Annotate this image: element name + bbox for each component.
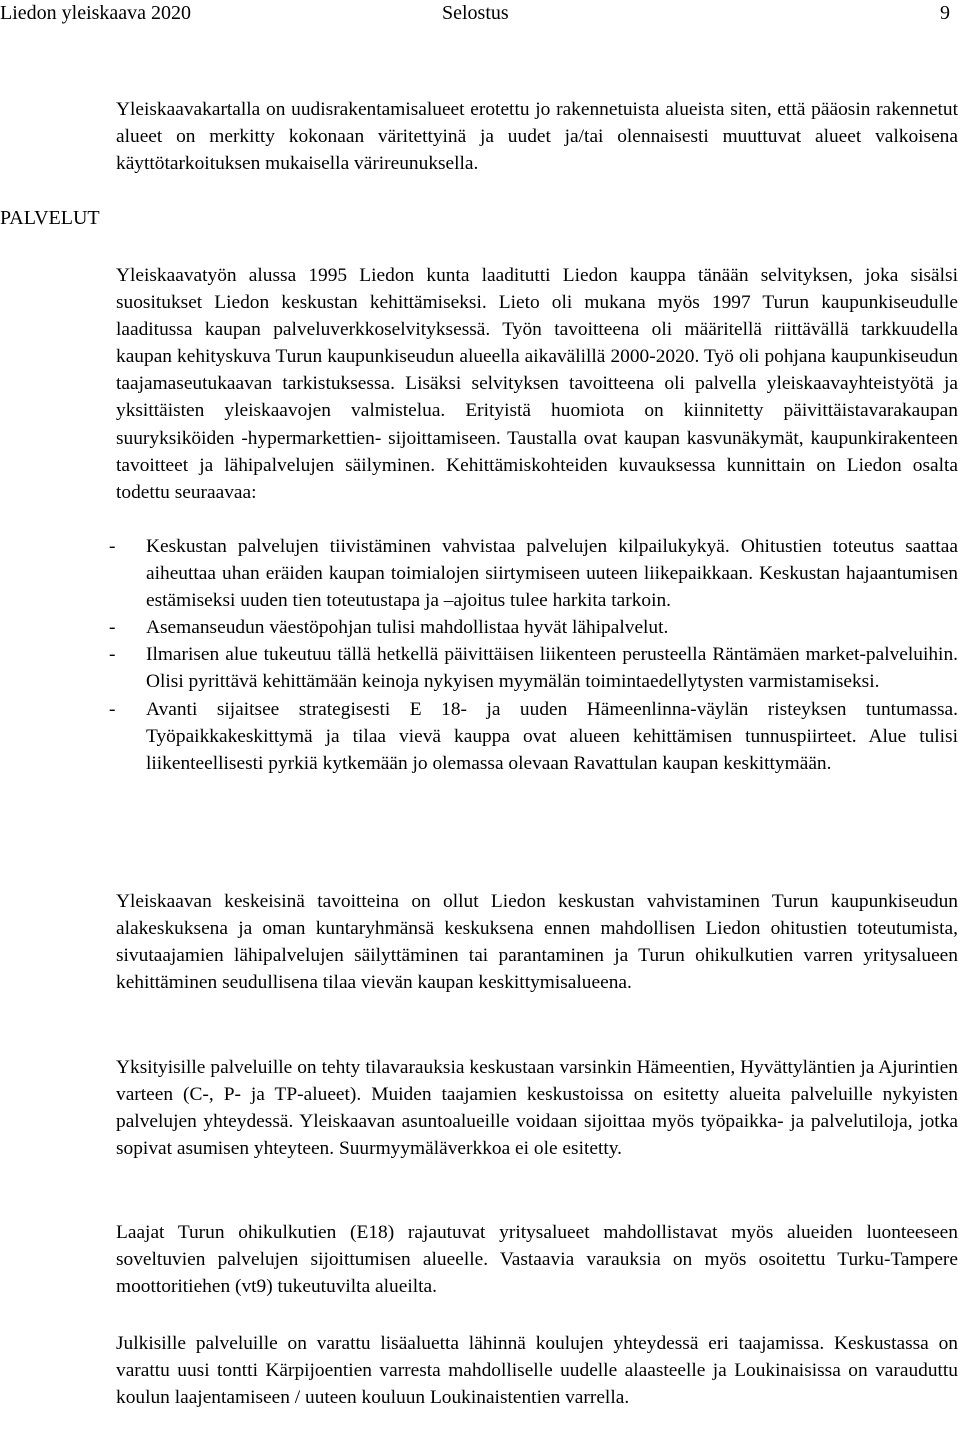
page-number: 9 bbox=[940, 2, 950, 24]
paragraph-julkiset-palvelut: Julkisille palveluille on varattu lisäaluetta lähinnä koulujen yhteydessä eri taajamissa. Keskustassa on varattu uusi tontti Kärpijoentien varresta mahdolliselle uudelle alaasteelle ja Loukinaisissa on varauduttu koulun laajentamiseen / uuteen kouluun Loukinaistentien varrella. bbox=[116, 1333, 958, 1409]
paragraph-keskeiset-tavoitteet: Yleiskaavan keskeisinä tavoitteina on ollut Liedon keskustan vahvistaminen Turun kaupunkiseudun alakeskuksena ja oman kuntaryhmänsä keskuksena ennen mahdollisen Liedon ohitustien toteutumista, sivutaajamien lähipalvelujen säilyttäminen tai parantaminen ja Turun ohikulkutien varren yritysalueen kehittäminen seudullisena tilaa vievän kaupan keskittymisalueena. bbox=[116, 891, 958, 994]
development-targets-list bbox=[109, 533, 958, 777]
list-item bbox=[109, 641, 958, 695]
list-item bbox=[109, 696, 958, 777]
list-dash: - bbox=[109, 536, 116, 557]
list-item bbox=[109, 533, 958, 614]
paragraph-kauppaselvitys: Yleiskaavatyön alussa 1995 Liedon kunta laaditutti Liedon kauppa tänään selvityksen, joka sisälsi suositukset Liedon keskustan kehittämiseksi. Lieto oli mukana myös 1997 Turun kaupunkiseudulle laaditussa kaupan palveluverkkoselvityksessä. Työn tavoitteena oli määritellä riittävällä tarkkuudella kaupan kehityskuva Turun kaupunkiseudun alueella aikavälillä 2000-2020. Työ oli pohjana kaupunkiseudun taajamaseutukaavan tarkistuksessa. Lisäksi selvityksen tavoitteena oli palvella yleiskaavayhteistyötä ja yksittäisten yleiskaavojen valmistelua. Erityistä huomiota on kiinnitetty päivittäistavarakaupan suuryksiköiden -hypermarkettien- sijoittamiseen. Taustalla ovat kaupan kasvunäkymät, kaupunkirakenteen tavoitteet ja lähipalvelujen säilyminen. Kehittämiskohteiden kuvauksessa kunnittain on Liedon osalta todettu seuraavaa: bbox=[116, 265, 958, 503]
paragraph-yksityiset-palvelut: Yksityisille palveluille on tehty tilavarauksia keskustaan varsinkin Hämeentien, Hyvättyläntien ja Ajurintien varteen (C-, P- ja TP-alueet). Muiden taajamien keskustoissa on esitetty alueita palveluille nykyisten palvelujen yhteydessä. Yleiskaavan asuntoalueille voidaan sijoittaa myös työpaikka- ja palvelutiloja, jotka sopivat asumisen yhteyteen. Suurmyymäläverkkoa ei ole esitetty. bbox=[116, 1057, 958, 1160]
list-dash: - bbox=[109, 698, 116, 720]
list-item-text: Ilmarisen alue tukeutuu tällä hetkellä päivittäisen liikenteen perusteella Räntämäen market-palveluihin. Olisi pyrittävä kehittämään keinoja nykyisen myymälän toimintaedellytysten varmistamiseksi. bbox=[146, 644, 958, 693]
document-title: Liedon yleiskaava 2020 bbox=[0, 2, 192, 24]
paragraph-yritysalueet: Laajat Turun ohikulkutien (E18) rajautuvat yritysalueet mahdollistavat myös alueiden luonteeseen soveltuvien palvelujen sijoittumisen alueelle. Vastaavia varauksia on myös osoitettu Turku-Tampere moottoritiehen (vt9) tukeutuvilta alueilta. bbox=[116, 1222, 958, 1298]
list-dash: - bbox=[109, 644, 116, 666]
section-heading-palvelut: PALVELUT bbox=[0, 207, 100, 229]
paragraph-uudisrakentamisalueet: Yleiskaavakartalla on uudisrakentamisalueet erotettu jo rakennetuista alueista siten, että pääosin rakennetut alueet on merkitty kokonaan väritettyinä ja uudet ja/tai olennaisesti muuttuvat alueet valkoisena käyttötarkoituksen mukaisella värireunuksella. bbox=[116, 99, 958, 175]
list-item-text: Asemanseudun väestöpohjan tulisi mahdollistaa hyvät lähipalvelut. bbox=[146, 617, 669, 639]
list-dash: - bbox=[109, 617, 116, 639]
document-section: Selostus bbox=[442, 2, 509, 24]
list-item-text: Avanti sijaitsee strategisesti E 18- ja uuden Hämeenlinna-väylän risteyksen tuntumassa. Työpaikkakeskittymä ja tilaa vievä kauppa ovat alueen kehittämisen tunnuspiirteet. Alue tulisi liikenteellisesti pyrkiä kytkemään jo olemassa olevaan Ravattulan kaupan keskittymään. bbox=[146, 698, 958, 774]
list-item-text: Keskustan palvelujen tiivistäminen vahvistaa palvelujen kilpailukykyä. Ohitustien toteutus saattaa aiheuttaa uhan eräiden kaupan toimialojen siirtymiseen uuteen liikepaikkaan. Keskustan hajaantumisen estämiseksi uuden tien toteutustapa ja –ajoitus tulee harkita tarkoin. bbox=[146, 536, 958, 612]
list-item bbox=[109, 614, 958, 641]
